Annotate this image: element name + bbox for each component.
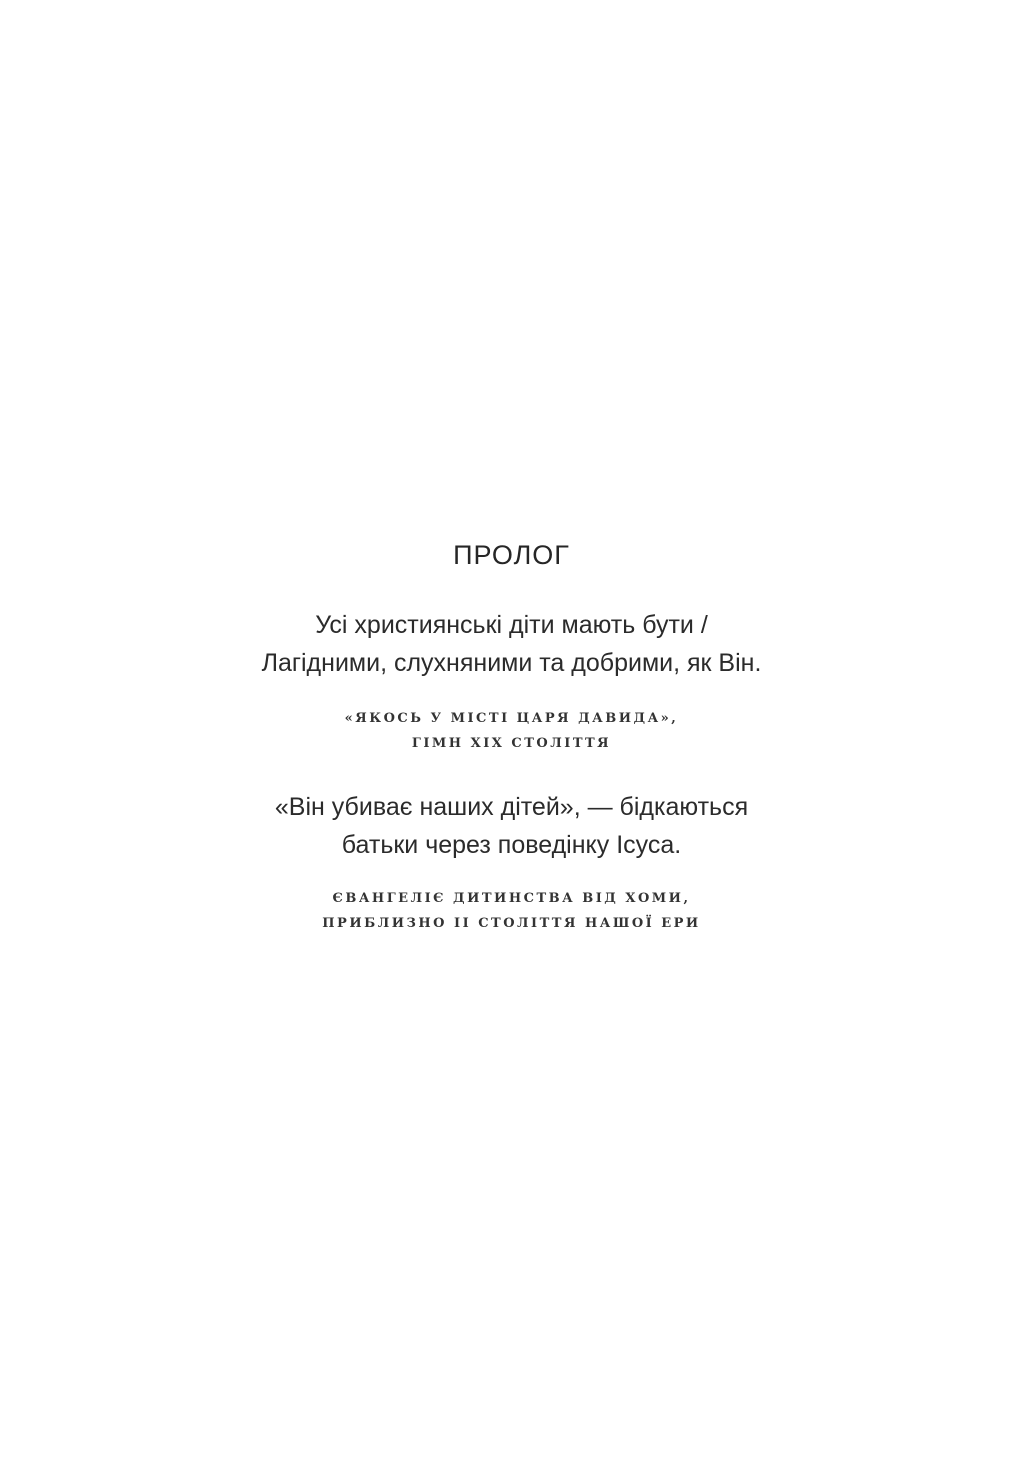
epigraph-source-2-line-1: ЄВАНГЕЛІЄ ДИТИНСТВА ВІД ХОМИ, bbox=[332, 891, 691, 906]
epigraph-source-1-line-2: ГІМН XIX СТОЛІТТЯ bbox=[411, 736, 612, 751]
page-title: ПРОЛОГ bbox=[453, 540, 570, 570]
epigraph-quote-1-line-1: Усі християнські діти мають бути / bbox=[315, 611, 708, 639]
epigraph-quote-1-line-2: Лагідними, слухняними та добрими, як Він. bbox=[261, 649, 762, 677]
epigraph-quote-2-line-2: батьки через поведінку Ісуса. bbox=[341, 831, 682, 859]
epigraph-quote-1 bbox=[0, 606, 1023, 682]
epigraph-source-1 bbox=[0, 706, 1023, 756]
epigraph-source-2-line-2: ПРИБЛИЗНО II СТОЛІТТЯ НАШОЇ ЕРИ bbox=[322, 916, 701, 931]
epigraph-quote-2-line-1: «Він убиває наших дітей», — бідкаються bbox=[274, 793, 749, 821]
epigraph-quote-2 bbox=[0, 788, 1023, 864]
epigraph-source-2 bbox=[0, 886, 1023, 936]
epigraph-source-1-line-1: «ЯКОСЬ У МІСТІ ЦАРЯ ДАВИДА», bbox=[344, 711, 679, 726]
